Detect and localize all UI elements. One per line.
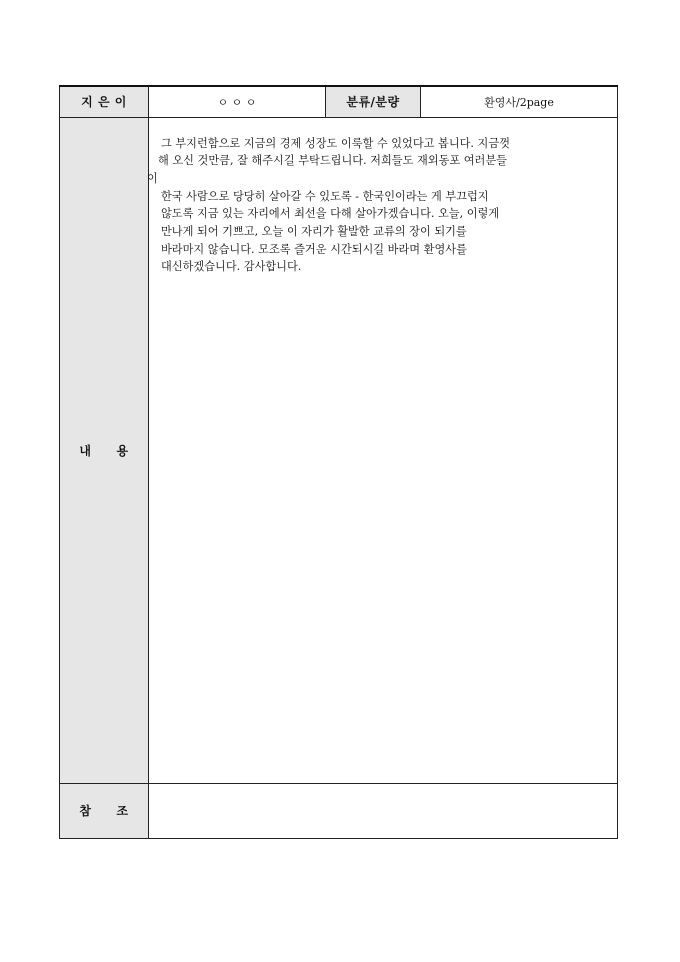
reference-value — [149, 783, 618, 838]
reference-label: 참 조 — [60, 783, 149, 838]
content-body — [149, 117, 618, 783]
content-line: 이 — [147, 171, 158, 185]
content-line: 그 부지런함으로 지금의 경제 성장도 이룩할 수 있었다고 봅니다. 지금껏 — [161, 136, 510, 150]
content-line: 만나게 되어 기쁘고, 오늘 이 자리가 활발한 교류의 장이 되기를 — [161, 225, 467, 239]
author-label: 지 은 이 — [60, 86, 149, 117]
content-text-block — [149, 118, 617, 277]
content-line: 대신하겠습니다. 감사합니다. — [161, 260, 302, 274]
category-label: 분류/분량 — [326, 86, 421, 117]
content-label: 내 용 — [60, 117, 149, 783]
document-form-table — [59, 85, 618, 839]
content-line: 바라마지 않습니다. 모조록 즐거운 시간되시길 바라며 환영사를 — [161, 242, 467, 256]
author-value: ㅇ ㅇ ㅇ — [149, 86, 326, 117]
content-line: 해 오신 것만큼, 잘 해주시길 부탁드립니다. 저희들도 재외동포 여러분들 — [158, 154, 507, 168]
category-value: 환영사/2page — [421, 86, 618, 117]
content-line: 한국 사람으로 당당히 살아갈 수 있도록 - 한국인이라는 게 부끄럽지 — [161, 189, 489, 203]
content-line: 않도록 지금 있는 자리에서 최선을 다해 살아가겠습니다. 오늘, 이렇게 — [161, 207, 500, 221]
